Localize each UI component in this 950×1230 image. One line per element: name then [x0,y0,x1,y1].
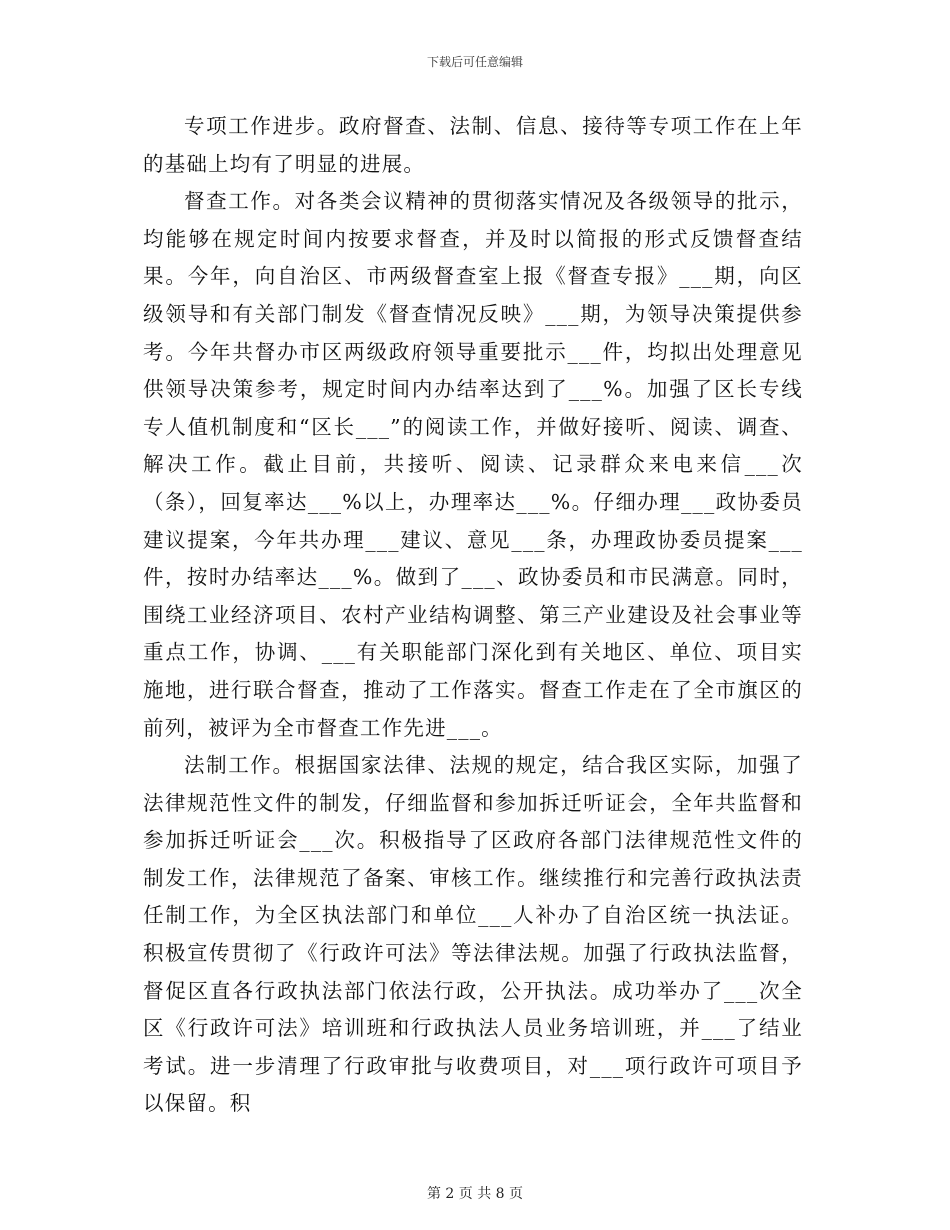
paragraph-special-work: 专项工作进步。政府督查、法制、信息、接待等专项工作在上年的基础上均有了明显的进展。 [143,114,803,176]
page-number: 第 2 页 共 8 页 [426,1186,524,1202]
page-header: 下载后可任意编辑 [426,55,523,69]
paragraph-legal-work: 法制工作。根据国家法律、法规的规定，结合我区实际，加强了法律规范性文件的制发，仔细监督和参加拆迁听证会，全年共监督和参加拆迁听证会___次。积极指导了区政府各部门法律规范性文件的制发工作，法律规范了备案、审核工作。继续推行和完善行政执法责任制工作，为全区执法部门和单位___人补办了自治区统一执法证。积极宣传贯彻了《行政许可法》等法律法规。加强了行政执法监督，督促区直各行政执法部门依法行政，公开执法。成功举办了___次全区《行政许可法》培训班和行政执法人员业务培训班，并___了结业考试。进一步清理了行政审批与收费项目，对___项行政许可项目予以保留。积 [143,753,803,1116]
document-body [143,108,803,1123]
paragraph-supervision-work: 督查工作。对各类会议精神的贯彻落实情况及各级领导的批示，均能够在规定时间内按要求督查，并及时以简报的形式反馈督查结果。今年，向自治区、市两级督查室上报《督查专报》___期，向区级领导和有关部门制发《督查情况反映》___期，为领导决策提供参考。今年共督办市区两级政府领导重要批示___件，均拟出处理意见供领导决策参考，规定时间内办结率达到了___%。加强了区长专线专人值机制度和“区长___”的阅读工作，并做好接听、阅读、调查、解决工作。截止目前，共接听、阅读、记录群众来电来信___次（条），回复率达___%以上，办理率达___%。仔细办理___政协委员建议提案，今年共办理___建议、意见___条，办理政协委员提案___件，按时办结率达___%。做到了___、政协委员和市民满意。同时，围绕工业经济项目、农村产业结构调整、第三产业建设及社会事业等重点工作，协调、___有关职能部门深化到有关地区、单位、项目实施地，进行联合督查，推动了工作落实。督查工作走在了全市旗区的前列，被评为全市督查工作先进___。 [143,189,803,740]
